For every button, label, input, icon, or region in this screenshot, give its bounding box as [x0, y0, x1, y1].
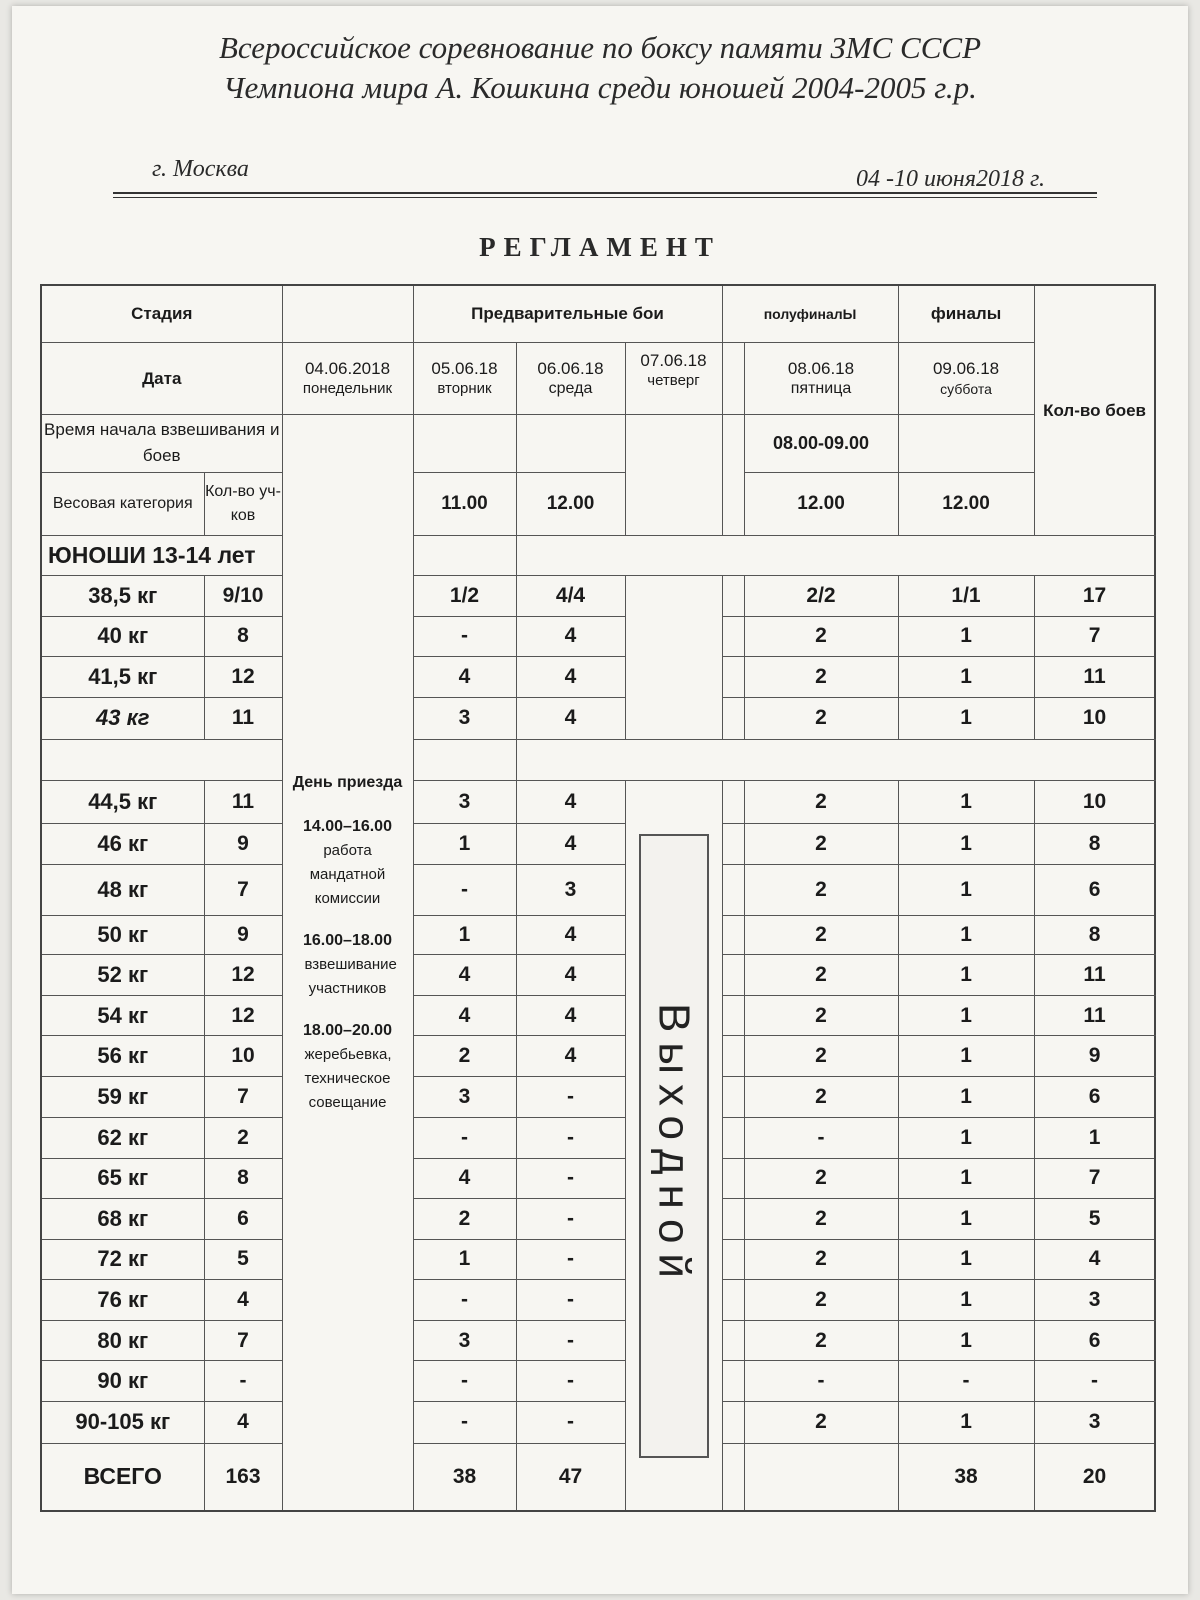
day2-bouts: 2	[413, 1036, 516, 1077]
day6-weekday: суббота	[940, 380, 992, 397]
bouts-count-label: Кол-во боев	[1034, 285, 1155, 536]
total-day3: 47	[516, 1443, 625, 1511]
total-bouts: 1	[1034, 1117, 1155, 1158]
finals-bouts: 1	[898, 824, 1034, 864]
group-row	[41, 536, 1155, 575]
participants-cell: 9/10	[204, 575, 282, 616]
total-bouts: 8	[1034, 915, 1155, 954]
day2-bouts: 3	[413, 1321, 516, 1361]
city: г. Москва	[152, 156, 249, 182]
weight-cell: 40 кг	[41, 616, 204, 656]
total-bouts: 6	[1034, 1321, 1155, 1361]
semis-bouts: 2	[744, 1402, 898, 1443]
participants-cell: 7	[204, 864, 282, 915]
semis-bouts: 2	[744, 1158, 898, 1198]
total-bouts: 8	[1034, 824, 1155, 864]
day-off-label: Выходной	[649, 1003, 699, 1289]
day2-bouts: 3	[413, 781, 516, 824]
time-day2: 11.00	[413, 472, 516, 536]
day1-cell	[282, 343, 413, 415]
finals-bouts: 1	[898, 1198, 1034, 1239]
day3-bouts: -	[516, 1198, 625, 1239]
participants-cell: 12	[204, 656, 282, 697]
day3-bouts: 4	[516, 1036, 625, 1077]
table-row	[41, 1402, 1155, 1443]
semis-bouts: 2	[744, 1198, 898, 1239]
total-finals: 20	[1034, 1443, 1155, 1511]
day3-weekday: среда	[548, 379, 593, 397]
stage-row	[41, 285, 1155, 343]
total-bouts: 11	[1034, 996, 1155, 1036]
day4-cell	[625, 343, 722, 415]
day3-bouts: -	[516, 1402, 625, 1443]
participants-cell: 8	[204, 1158, 282, 1198]
table-row	[41, 1036, 1155, 1077]
total-bouts: 17	[1034, 575, 1155, 616]
finals-bouts: 1	[898, 1158, 1034, 1198]
total-bouts: 6	[1034, 864, 1155, 915]
participants-cell: 5	[204, 1239, 282, 1279]
table-row	[41, 1198, 1155, 1239]
day3-bouts: -	[516, 1361, 625, 1402]
table-row	[41, 1280, 1155, 1321]
day2-cell	[413, 343, 516, 415]
day3-bouts: 4	[516, 915, 625, 954]
day2-bouts: 1/2	[413, 575, 516, 616]
date-label: Дата	[41, 343, 282, 415]
day5-weekday: пятница	[790, 379, 852, 397]
finals-bouts: 1	[898, 1036, 1034, 1077]
total-bouts: 9	[1034, 1036, 1155, 1077]
weight-cell: 62 кг	[41, 1117, 204, 1158]
weight-cell: 65 кг	[41, 1158, 204, 1198]
day3-bouts: 4	[516, 824, 625, 864]
weight-cell: 80 кг	[41, 1321, 204, 1361]
finals-bouts: 1	[898, 1077, 1034, 1117]
participants-label: Кол-во уч-ков	[204, 472, 282, 536]
finals-bouts: 1	[898, 1239, 1034, 1279]
table-row	[41, 1239, 1155, 1279]
table-row	[41, 1077, 1155, 1117]
weight-cell: 90-105 кг	[41, 1402, 204, 1443]
title-line-1: Всероссийское соревнование по боксу памяти ЗМС СССР	[218, 30, 982, 65]
day2-date: 05.06.18	[431, 358, 498, 378]
day3-date: 06.06.18	[537, 358, 604, 378]
weight-cell: 50 кг	[41, 915, 204, 954]
day2-bouts: -	[413, 1361, 516, 1402]
day-off-cell	[625, 781, 722, 1511]
day2-bouts: 2	[413, 1198, 516, 1239]
day2-bouts: 3	[413, 697, 516, 739]
weight-cell: 44,5 кг	[41, 781, 204, 824]
day3-bouts: 4	[516, 656, 625, 697]
weight-cell: 54 кг	[41, 996, 204, 1036]
arrival-time-1: 14.00–16.00	[303, 818, 392, 836]
semis-bouts: 2/2	[744, 575, 898, 616]
total-bouts: 10	[1034, 781, 1155, 824]
semis-bouts: 2	[744, 824, 898, 864]
header-divider-thin	[113, 197, 1097, 198]
time-day6: 12.00	[898, 472, 1034, 536]
day4-weekday: четверг	[647, 372, 700, 390]
arrival-desc-3: жеребьевка, техническое совещание	[304, 1046, 392, 1112]
table-row	[41, 781, 1155, 824]
day2-bouts: -	[413, 864, 516, 915]
table-row	[41, 1361, 1155, 1402]
weight-cell: 72 кг	[41, 1239, 204, 1279]
day3-bouts: 4	[516, 955, 625, 996]
day2-bouts: 4	[413, 1158, 516, 1198]
day2-bouts: -	[413, 1280, 516, 1321]
arrival-desc-1: работа мандатной комиссии	[309, 842, 386, 908]
weight-cell: 43 кг	[41, 697, 204, 739]
day2-bouts: 1	[413, 1239, 516, 1279]
day3-bouts: -	[516, 1280, 625, 1321]
table-row	[41, 656, 1155, 697]
event-dates: 04 -10 июня2018 г.	[856, 166, 1046, 192]
participants-cell: 4	[204, 1280, 282, 1321]
participants-cell: 12	[204, 996, 282, 1036]
table-row	[41, 955, 1155, 996]
table-row	[41, 1321, 1155, 1361]
weight-cell: 68 кг	[41, 1198, 204, 1239]
day3-bouts: 4	[516, 616, 625, 656]
participants-cell: 12	[204, 955, 282, 996]
document-heading: РЕГЛАМЕНТ	[479, 232, 721, 262]
day1-weekday: понедельник	[302, 379, 393, 397]
finals-bouts: 1	[898, 864, 1034, 915]
start-time-label: Время начала взвешивания и боев	[41, 415, 282, 473]
table-row	[41, 697, 1155, 739]
finals-bouts: 1	[898, 656, 1034, 697]
finals-bouts: 1	[898, 996, 1034, 1036]
finals-bouts: 1/1	[898, 575, 1034, 616]
day5-date: 08.06.18	[787, 358, 855, 378]
finals-bouts: 1	[898, 616, 1034, 656]
total-row	[41, 1443, 1155, 1511]
weight-category-label: Весовая категория	[41, 472, 204, 536]
day1-date: 04.06.2018	[304, 358, 391, 378]
total-bouts: 3	[1034, 1280, 1155, 1321]
table-row	[41, 1158, 1155, 1198]
table-row	[41, 824, 1155, 864]
table-row	[41, 616, 1155, 656]
day3-bouts: 4	[516, 996, 625, 1036]
weight-cell: 56 кг	[41, 1036, 204, 1077]
semis-bouts: 2	[744, 1239, 898, 1279]
finals-label: финалы	[898, 285, 1034, 343]
finals-bouts: 1	[898, 1117, 1034, 1158]
participants-cell: 6	[204, 1198, 282, 1239]
day3-bouts: 4	[516, 697, 625, 739]
semis-bouts: 2	[744, 915, 898, 954]
weight-cell: 52 кг	[41, 955, 204, 996]
weight-cell: 48 кг	[41, 864, 204, 915]
arrival-title: День приезда	[292, 774, 403, 792]
total-bouts: 10	[1034, 697, 1155, 739]
table-row	[41, 1117, 1155, 1158]
finals-bouts: 1	[898, 781, 1034, 824]
total-bouts: 11	[1034, 656, 1155, 697]
weight-cell: 59 кг	[41, 1077, 204, 1117]
group-label: ЮНОШИ 13-14 лет	[41, 536, 282, 575]
total-bouts: 7	[1034, 1158, 1155, 1198]
semis-bouts: 2	[744, 616, 898, 656]
day3-bouts: -	[516, 1077, 625, 1117]
participants-cell: 7	[204, 1077, 282, 1117]
day6-date: 09.06.18	[932, 358, 1000, 378]
semis-label: полуфиналЫ	[722, 285, 898, 343]
finals-bouts: 1	[898, 1321, 1034, 1361]
weight-cell: 46 кг	[41, 824, 204, 864]
time-day3: 12.00	[516, 472, 625, 536]
day6-cell	[898, 343, 1034, 415]
semis-bouts: 2	[744, 656, 898, 697]
participants-cell: 7	[204, 1321, 282, 1361]
semis-bouts: 2	[744, 996, 898, 1036]
finals-bouts: 1	[898, 915, 1034, 954]
semis-bouts: 2	[744, 781, 898, 824]
participants-cell: 10	[204, 1036, 282, 1077]
total-bouts: 7	[1034, 616, 1155, 656]
day2-bouts: -	[413, 1117, 516, 1158]
day3-bouts: 4/4	[516, 575, 625, 616]
spacer-row	[41, 740, 1155, 781]
semis-bouts: 2	[744, 1280, 898, 1321]
stage-label: Стадия	[41, 285, 282, 343]
table-row	[41, 915, 1155, 954]
total-bouts: 4	[1034, 1239, 1155, 1279]
day3-bouts: 4	[516, 781, 625, 824]
semis-bouts: 2	[744, 1077, 898, 1117]
total-bouts: 11	[1034, 955, 1155, 996]
participants-cell: 4	[204, 1402, 282, 1443]
participants-cell: 11	[204, 781, 282, 824]
arrival-desc-2: взвешивание участников	[304, 956, 397, 998]
day2-weekday: вторник	[437, 379, 492, 397]
day3-bouts: 3	[516, 864, 625, 915]
day2-bouts: 4	[413, 955, 516, 996]
day2-bouts: 3	[413, 1077, 516, 1117]
start-time-row	[41, 415, 1155, 473]
arrival-time-3: 18.00–20.00	[303, 1022, 392, 1040]
weight-header-row	[41, 472, 1155, 536]
semis-weigh-time: 08.00-09.00	[744, 415, 898, 473]
day2-bouts: -	[413, 616, 516, 656]
participants-cell: -	[204, 1361, 282, 1402]
day5-cell	[744, 343, 898, 415]
participants-cell: 11	[204, 697, 282, 739]
participants-cell: 2	[204, 1117, 282, 1158]
semis-bouts: -	[744, 1117, 898, 1158]
day3-bouts: -	[516, 1239, 625, 1279]
total-bouts: -	[1034, 1361, 1155, 1402]
day3-bouts: -	[516, 1117, 625, 1158]
header-divider	[113, 192, 1097, 194]
semis-bouts: -	[744, 1361, 898, 1402]
time-day5: 12.00	[744, 472, 898, 536]
total-bouts: 5	[1034, 1198, 1155, 1239]
document-title	[0, 28, 1200, 108]
weight-cell: 38,5 кг	[41, 575, 204, 616]
participants-cell: 9	[204, 824, 282, 864]
total-label: ВСЕГО	[41, 1443, 204, 1511]
table-row	[41, 864, 1155, 915]
participants-cell: 9	[204, 915, 282, 954]
weight-cell: 90 кг	[41, 1361, 204, 1402]
day2-bouts: -	[413, 1402, 516, 1443]
semis-bouts: 2	[744, 1321, 898, 1361]
arrival-time-2: 16.00–18.00	[303, 932, 392, 950]
total-participants: 163	[204, 1443, 282, 1511]
day3-bouts: -	[516, 1158, 625, 1198]
day2-bouts: 1	[413, 824, 516, 864]
total-day2: 38	[413, 1443, 516, 1511]
day4-date: 07.06.18	[640, 351, 707, 371]
total-bouts: 3	[1034, 1402, 1155, 1443]
semis-bouts: 2	[744, 955, 898, 996]
arrival-day-info	[282, 415, 413, 1511]
day2-bouts: 4	[413, 656, 516, 697]
total-bouts: 6	[1034, 1077, 1155, 1117]
finals-bouts: 1	[898, 697, 1034, 739]
weight-cell: 76 кг	[41, 1280, 204, 1321]
finals-bouts: 1	[898, 1402, 1034, 1443]
total-semis: 38	[898, 1443, 1034, 1511]
day-off-box	[639, 834, 709, 1458]
finals-bouts: 1	[898, 1280, 1034, 1321]
semis-bouts: 2	[744, 864, 898, 915]
title-line-2: Чемпиона мира А. Кошкина среди юношей 2004-2005 г.р.	[223, 70, 977, 105]
table-row	[41, 996, 1155, 1036]
day3-bouts: -	[516, 1321, 625, 1361]
semis-bouts: 2	[744, 1036, 898, 1077]
participants-cell: 8	[204, 616, 282, 656]
schedule-table	[40, 284, 1156, 1512]
weight-cell: 41,5 кг	[41, 656, 204, 697]
date-row	[41, 343, 1155, 415]
finals-bouts: 1	[898, 955, 1034, 996]
day2-bouts: 4	[413, 996, 516, 1036]
day3-cell	[516, 343, 625, 415]
table-row	[41, 575, 1155, 616]
semis-bouts: 2	[744, 697, 898, 739]
prelims-label: Предварительные бои	[413, 285, 722, 343]
finals-bouts: -	[898, 1361, 1034, 1402]
day2-bouts: 1	[413, 915, 516, 954]
